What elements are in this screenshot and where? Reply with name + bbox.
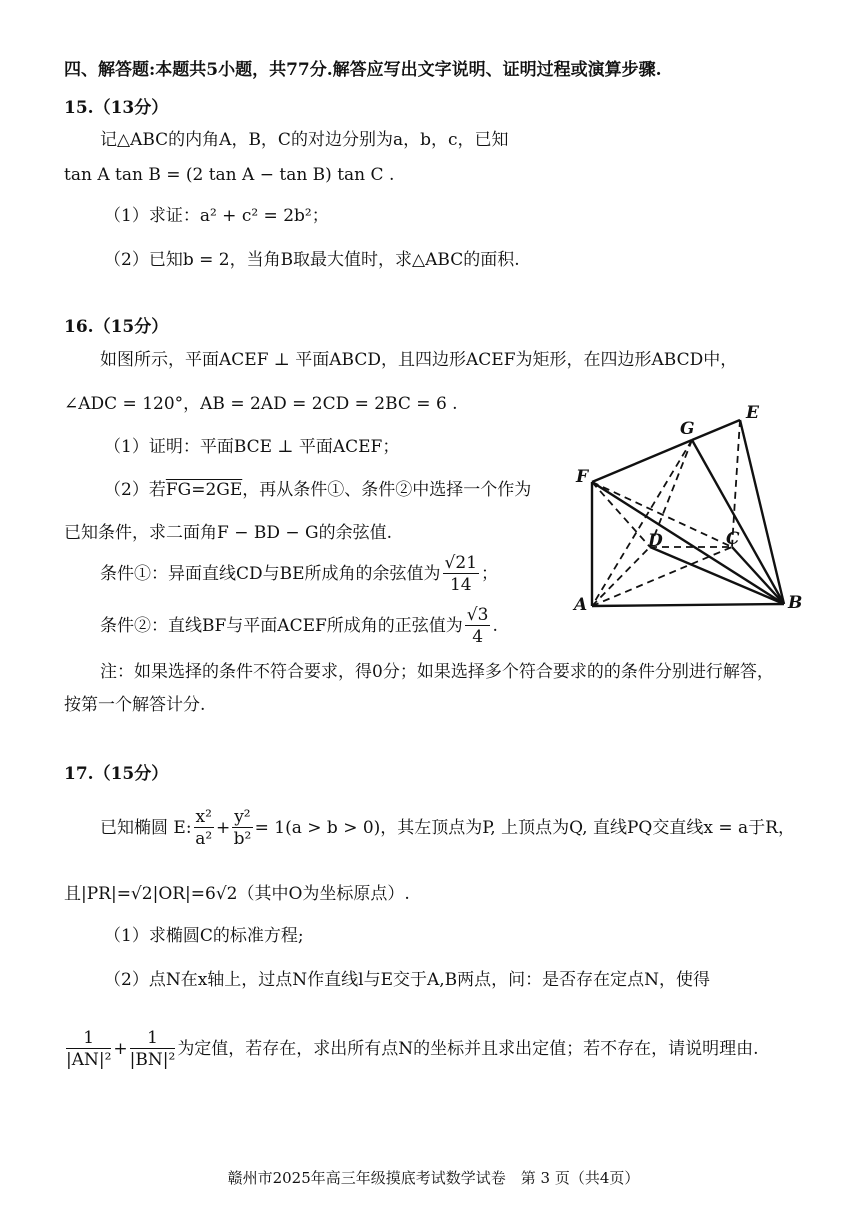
section-heading: 四、解答题:本题共5小题，共77分.解答应写出文字说明、证明过程或演算步骤. — [64, 60, 662, 80]
q16-condition2 — [100, 604, 498, 648]
vector-equation: FG=2GE — [165, 480, 243, 500]
q17-part2-fractions — [64, 1024, 759, 1074]
plus-sign: + — [215, 818, 231, 838]
q16-note-line2: 按第一个解答计分. — [64, 695, 206, 715]
q16-condition1 — [100, 552, 498, 596]
edge-DB — [650, 547, 784, 604]
edge-AC — [592, 547, 732, 606]
condition1-end: ； — [481, 564, 499, 584]
q16-part2-prefix: （2）若 — [104, 480, 166, 500]
plus-sign-2: + — [113, 1039, 128, 1059]
q15-part1: （1）求证：a² + c² = 2b²； — [104, 206, 329, 226]
label-C: C — [726, 529, 740, 549]
edge-EC — [732, 420, 740, 547]
x-fraction: $\frac{\text{x²}}{\text{a²}}$ — [195, 807, 213, 849]
q16-part1: （1）证明：平面BCE ⊥ 平面ACEF； — [104, 437, 400, 457]
edge-FB — [592, 482, 784, 604]
q16-part2-line1 — [104, 478, 531, 502]
page-footer: 赣州市2025年高三年级摸底考试数学试卷 第 3 页（共4页） — [227, 1169, 640, 1187]
y-fraction: $\frac{\text{y²}}{\text{b²}}$ — [233, 807, 252, 849]
edge-FG — [592, 440, 692, 482]
condition2-end: . — [492, 616, 498, 636]
q15-part2: （2）已知b = 2，当角B取最大值时，求△ABC的面积. — [104, 250, 520, 270]
condition2-text: 条件②：直线BF与平面ACEF所成角的正弦值为 — [100, 616, 463, 636]
q17-part1: （1）求椭圆C的标准方程; — [104, 926, 304, 946]
edge-GB — [692, 440, 784, 604]
q16-intro-line1: 如图所示，平面ACEF ⊥ 平面ABCD，且四边形ACEF为矩形，在四边形ABCD中， — [100, 350, 738, 370]
q15-intro-line2: tan A tan B = (2 tan A − tan B) tan C . — [64, 165, 395, 185]
edge-GA — [592, 440, 692, 606]
q17-part2: （2）点N在x轴上，过点N作直线l与E交于A,B两点，问：是否存在定点N，使得 — [104, 970, 711, 990]
q16-part2-suffix: ，再从条件①、条件②中选择一个作为 — [242, 480, 532, 500]
q17-number: 17.（15分） — [64, 764, 169, 784]
condition2-fraction: $\frac{√3}{4}$ — [466, 605, 489, 647]
edge-AB — [592, 604, 784, 606]
q15-number: 15.（13分） — [64, 98, 169, 118]
label-B: B — [788, 593, 803, 613]
q17-part2-end: 为定值，若存在，求出所有点N的坐标并且求出定值；若不存在，请说明理由. — [177, 1039, 759, 1059]
label-F: F — [576, 467, 589, 487]
q17-intro-prefix: 已知椭圆 E: — [100, 818, 192, 838]
q16-number: 16.（15分） — [64, 317, 169, 337]
edge-AD — [592, 547, 650, 606]
label-E: E — [746, 404, 759, 423]
fraction-BN: $\frac{1}{\text{|BN|²}}$ — [129, 1028, 176, 1070]
fraction-AN: $\frac{1}{\text{|AN|²}}$ — [66, 1028, 112, 1070]
q15-intro-line1: 记△ABC的内角A，B，C的对边分别为a，b，c，已知 — [100, 130, 509, 150]
geometry-figure — [570, 404, 810, 620]
q16-intro-line2: ∠ADC = 120°，AB = 2AD = 2CD = 2BC = 6 . — [64, 394, 458, 414]
edge-EB — [740, 420, 784, 604]
q16-note-line1: 注：如果选择的条件不符合要求，得0分；如果选择多个符合要求的的条件分别进行解答， — [100, 662, 774, 682]
label-D: D — [648, 531, 663, 551]
q17-intro-line2: 且|PR|=√2|OR|=6√2（其中O为坐标原点）. — [64, 884, 410, 904]
q17-intro-line1 — [100, 806, 795, 850]
label-G: G — [680, 419, 695, 439]
q16-part2-line2: 已知条件，求二面角F − BD − G的余弦值. — [64, 523, 393, 543]
q17-intro-suffix: = 1(a > b > 0)，其左顶点为P, 上顶点为Q, 直线PQ交直线x = a于R， — [254, 818, 795, 838]
edge-GE — [692, 420, 740, 440]
condition1-fraction: $\frac{√21}{14}$ — [444, 553, 478, 595]
label-A: A — [574, 595, 588, 615]
condition1-text: 条件①：异面直线CD与BE所成角的余弦值为 — [100, 564, 441, 584]
